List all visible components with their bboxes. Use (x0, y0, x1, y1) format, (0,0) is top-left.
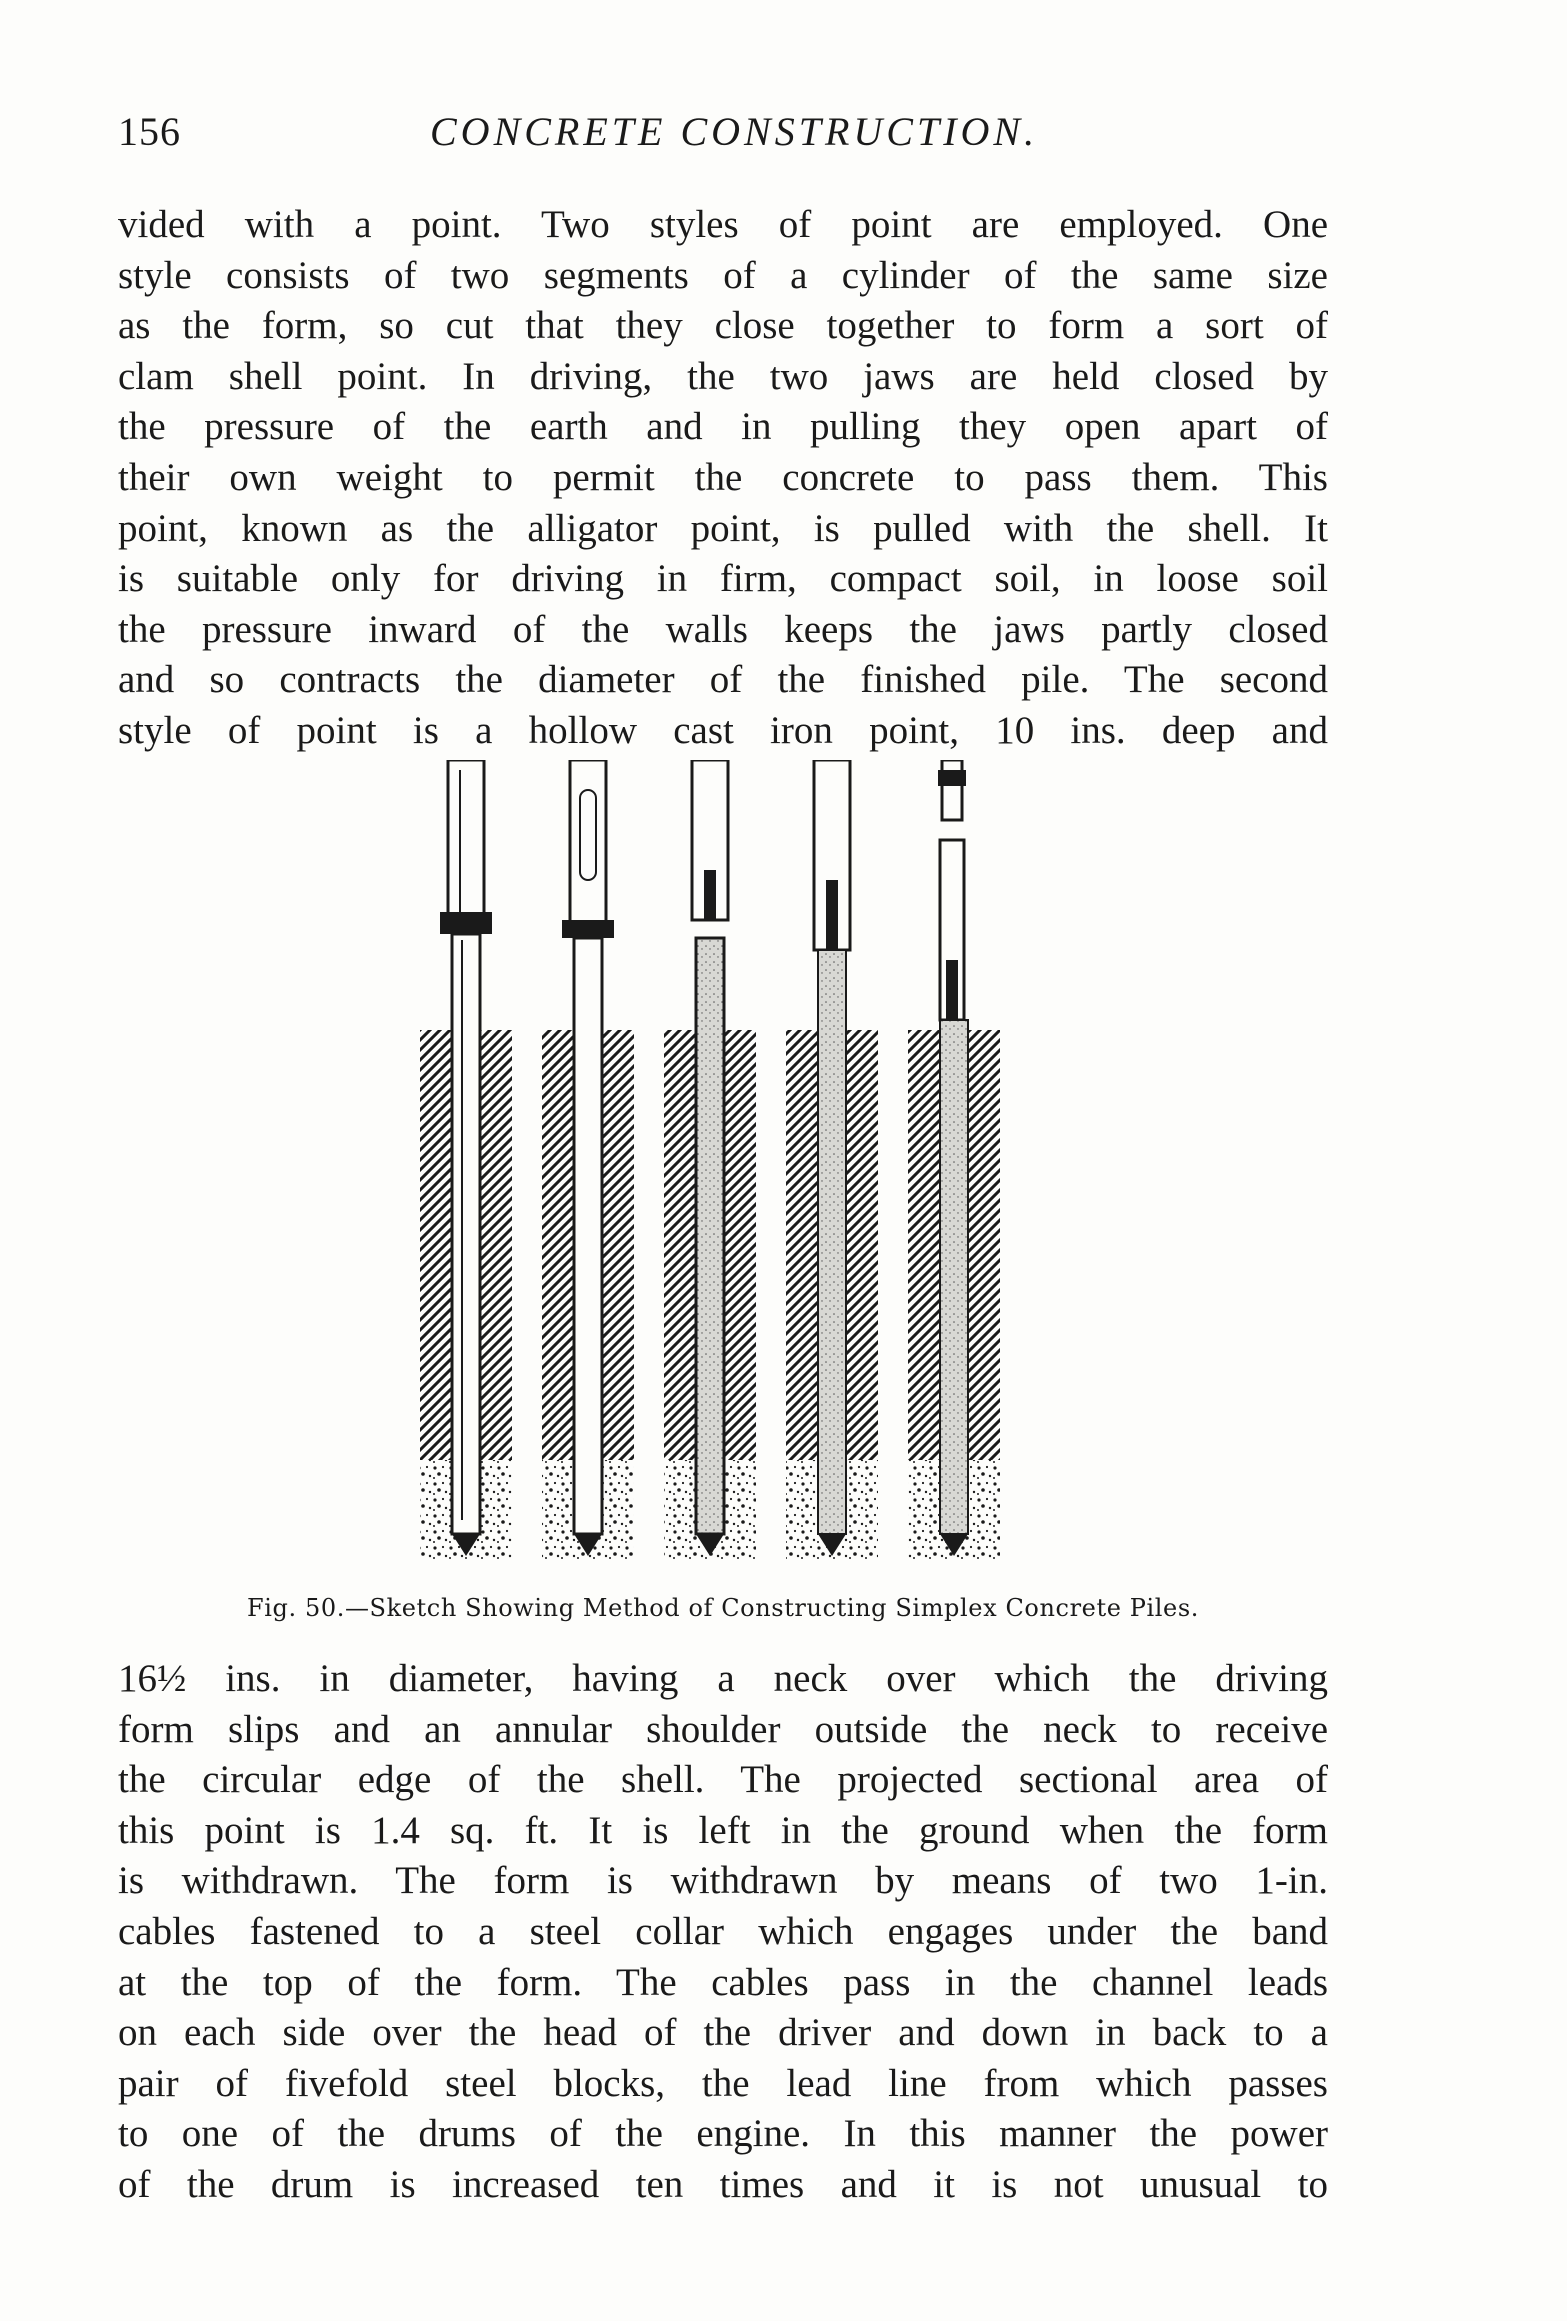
pile-construction-figure (400, 760, 1040, 1600)
text-line: and so contracts the diameter of the finished pile. The second (118, 658, 1328, 702)
text-line: pair of fivefold steel blocks, the lead line from which passes (118, 2061, 1328, 2105)
body-text-top (118, 200, 1328, 757)
text-line: to one of the drums of the engine. In this manner the power (118, 2112, 1328, 2156)
stage-4 (786, 760, 878, 1560)
text-line: style of point is a hollow cast iron point, 10 ins. deep and (118, 708, 1328, 752)
page-header (118, 108, 1338, 168)
text-line: 16½ ins. in diameter, having a neck over which the driving (118, 1657, 1328, 1700)
text-line: vided with a point. Two styles of point are employed. One (118, 203, 1328, 246)
text-line: the pressure of the earth and in pulling they open apart of (118, 405, 1328, 449)
text-line: cables fastened to a steel collar which engages under the band (118, 1909, 1328, 1953)
text-line: their own weight to permit the concrete to pass them. This (118, 455, 1328, 499)
stage-3 (664, 760, 756, 1560)
text-line: this point is 1.4 sq. ft. It is left in the ground when the form (118, 1808, 1328, 1852)
stage-1 (420, 760, 512, 1560)
text-line: point, known as the alligator point, is pulled with the shell. It (118, 506, 1328, 550)
text-line: is suitable only for driving in firm, compact soil, in loose soil (118, 557, 1328, 601)
stage-2 (542, 760, 634, 1560)
text-line: the pressure inward of the walls keeps the jaws partly closed (118, 607, 1328, 651)
text-line: is withdrawn. The form is withdrawn by means of two 1-in. (118, 1859, 1328, 1903)
text-line: of the drum is increased ten times and it is not unusual to (118, 2162, 1328, 2206)
text-line: clam shell point. In driving, the two jaws are held closed by (118, 354, 1328, 398)
text-line: form slips and an annular shoulder outside the neck to receive (118, 1707, 1328, 1751)
text-line: as the form, so cut that they close together to form a sort of (118, 304, 1328, 348)
text-line: style consists of two segments of a cylinder of the same size (118, 253, 1328, 297)
body-text-bottom (118, 1654, 1328, 2211)
text-line: the circular edge of the shell. The projected sectional area of (118, 1758, 1328, 1802)
page-number: 156 (118, 109, 181, 154)
text-line: on each side over the head of the driver and down in back to a (118, 2011, 1328, 2055)
text-line: at the top of the form. The cables pass in the channel leads (118, 1960, 1328, 2004)
stage-5 (908, 760, 1000, 1560)
figure-caption: Fig. 50.—Sketch Showing Method of Constructing Simplex Concrete Piles. (247, 1594, 1199, 1622)
running-title: CONCRETE CONSTRUCTION. (430, 109, 1039, 154)
